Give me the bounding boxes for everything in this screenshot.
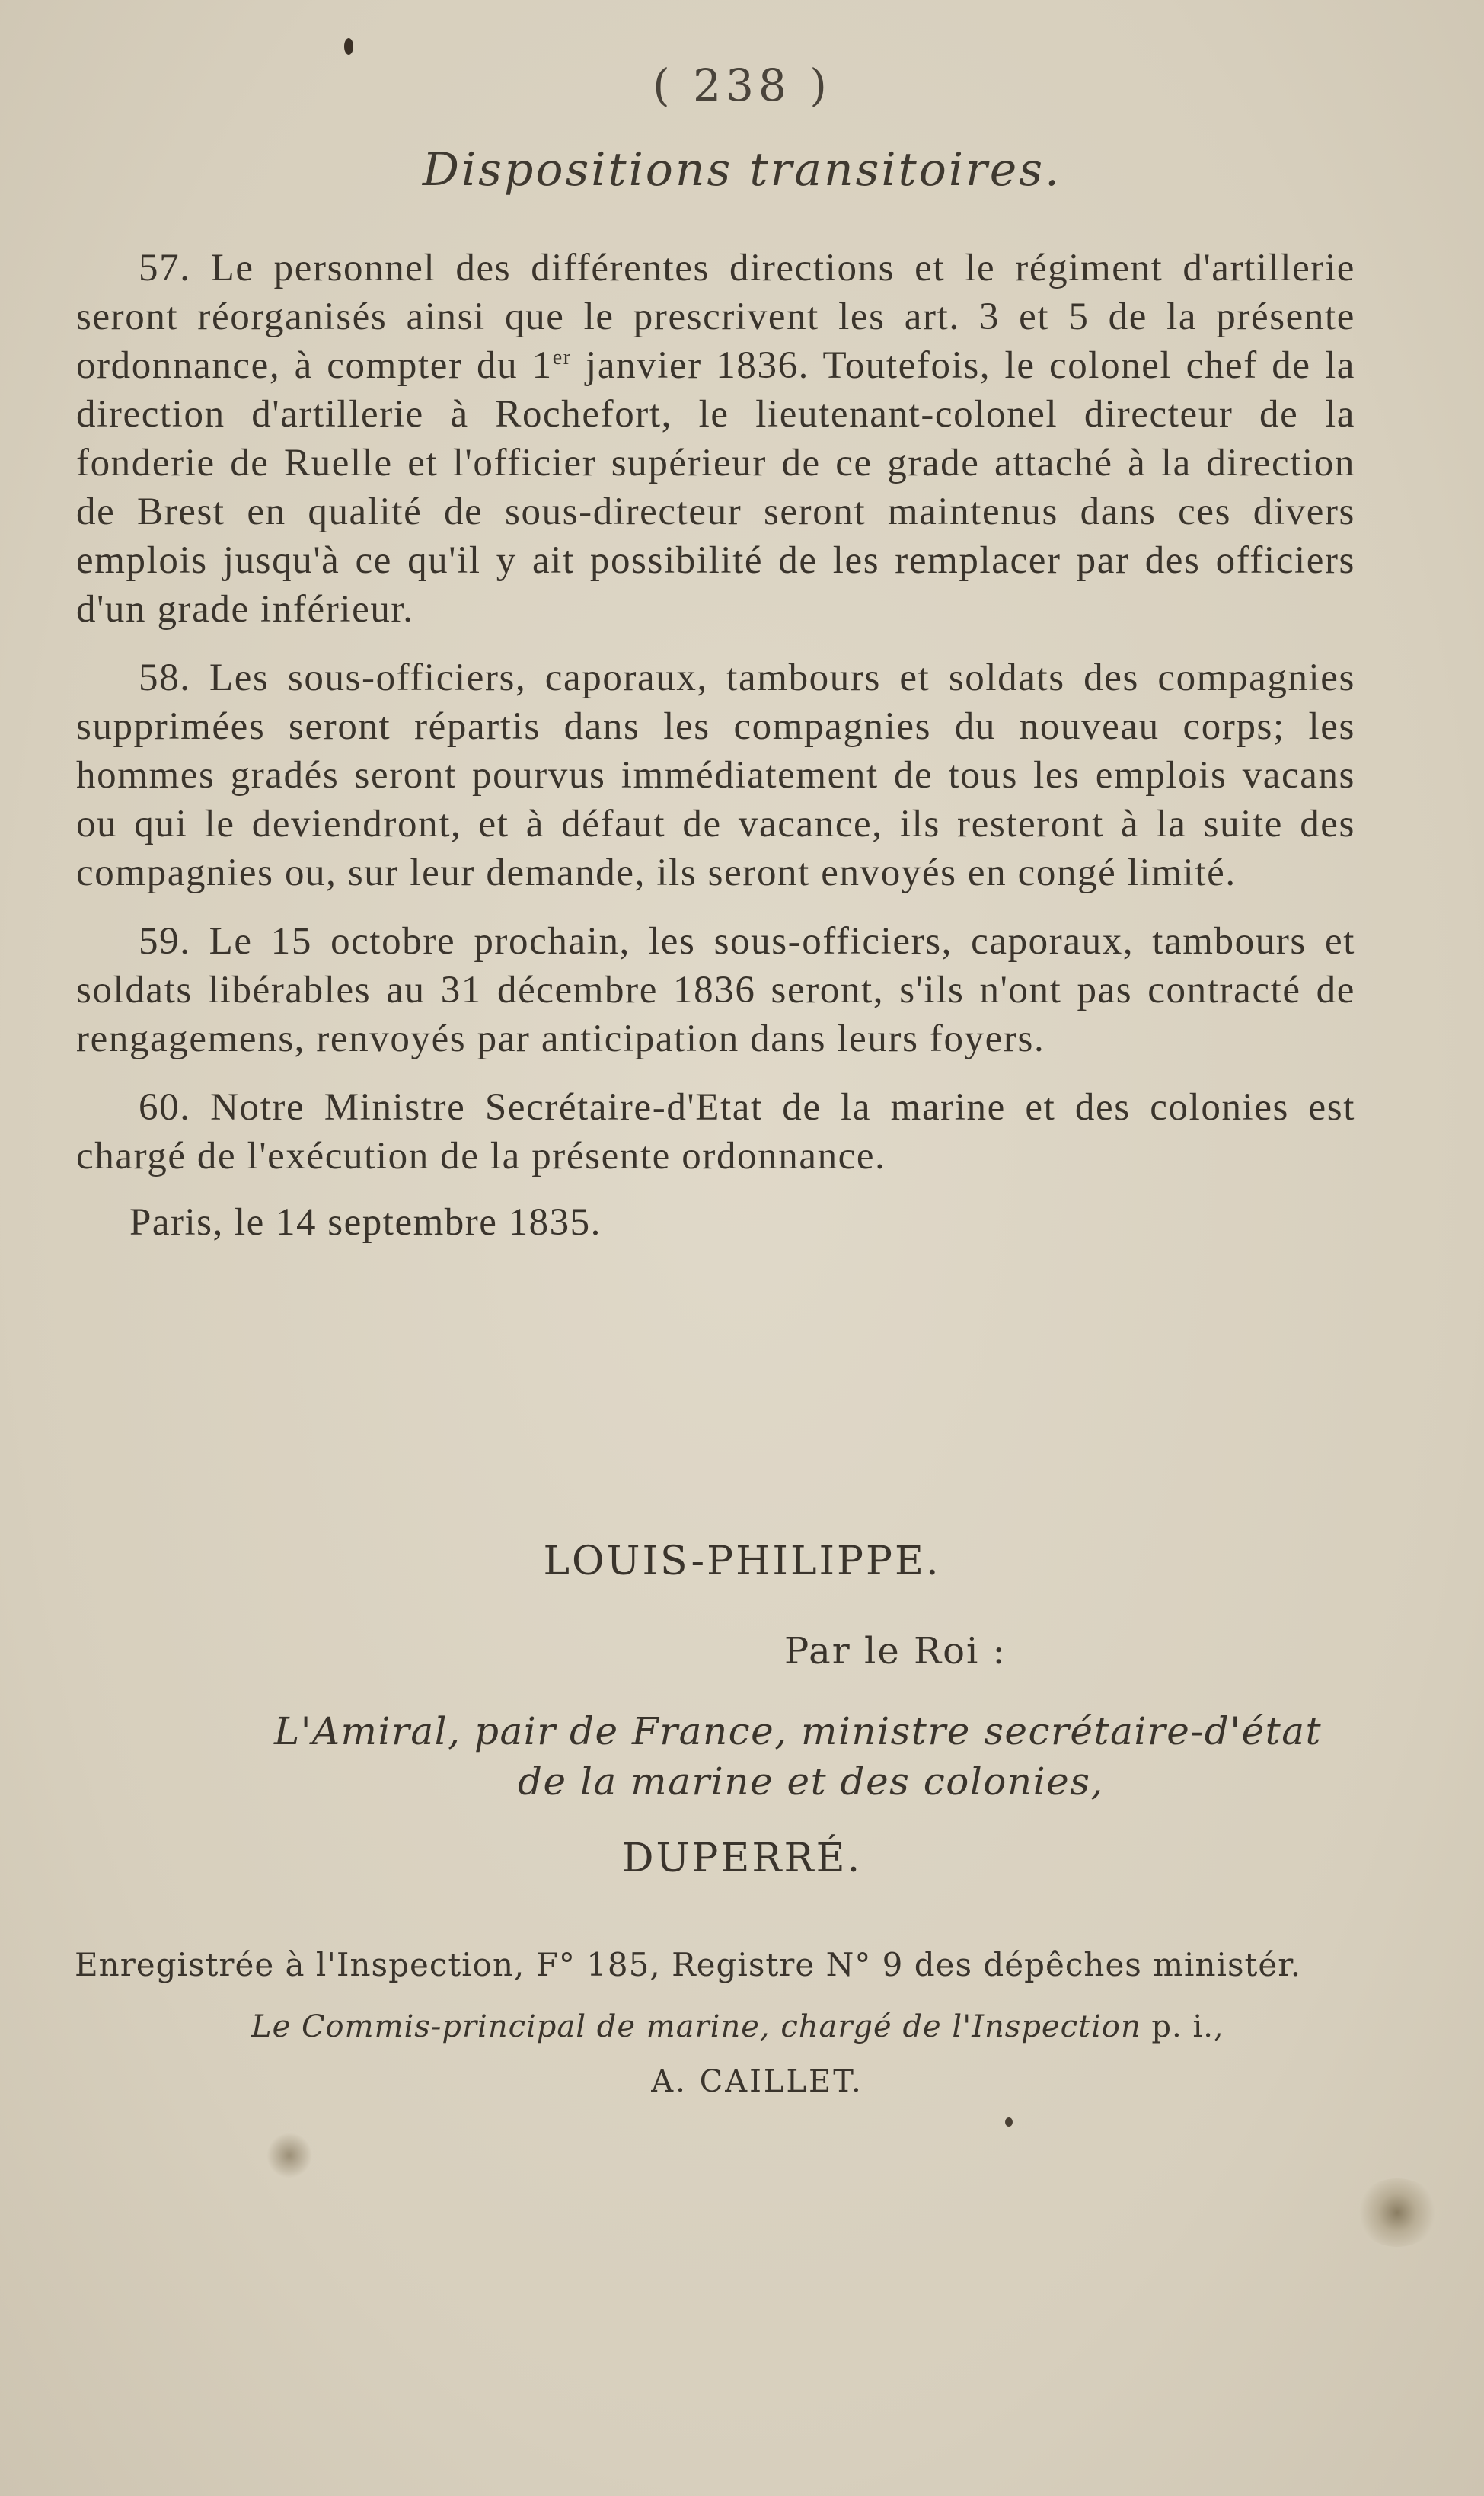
article-59: 59. Le 15 octobre prochain, les sous-officiers, caporaux, tambours et soldats libérables au 31 décembre 1836 seront, s'ils n'ont pas contracté de rengagemens, renvoyés par anticipation dans leurs foyers. (76, 920, 1355, 1060)
article-57-sup: er (552, 346, 572, 369)
stain-spot (1355, 2178, 1439, 2247)
minister-title (274, 1706, 1340, 1807)
article-57 (76, 244, 1355, 634)
commis-suffix: p. i., (1141, 2009, 1224, 2044)
article-60: 60. Notre Ministre Secrétaire-d'Etat de la marine et des colonies est chargé de l'exécution de la présente ordonnance. (76, 1086, 1355, 1178)
ink-spot (1005, 2117, 1013, 2127)
section-title: Dispositions transitoires. (422, 143, 1062, 197)
by-king: Par le Roi : (784, 1630, 1007, 1673)
article-58: 58. Les sous-officiers, caporaux, tambours et soldats des compagnies supprimées seront répartis dans les compagnies du nouveau corps; les hommes gradés seront pourvus immédiatement de tous les emplois vacans ou qui le deviendront, et à défaut de vacance, ils resteront à la suite des compagnies ou, sur leur demande, ils seront envoyés en congé limité. (76, 657, 1355, 894)
king-signature: LOUIS-PHILIPPE. (543, 1539, 941, 1584)
ink-spot (344, 38, 353, 55)
registration-note: Enregistrée à l'Inspection, F° 185, Registre N° 9 des dépêches ministér. (75, 1946, 1302, 1983)
stain-spot (266, 2133, 312, 2178)
articles-body (76, 244, 1355, 1245)
commis-line (251, 2009, 1393, 2044)
article-57-part2: janvier 1836. Toutefois, le colonel chef de la direction d'artillerie à Rochefort, le lieutenant-colonel directeur de la fonderie de Ruelle et l'officier supérieur de ce grade attaché à la direction de Brest en qualité de sous-directeur seront maintenus dans ces divers emplois jusqu'à ce qu'il y ait possibilité de les remplacer par des officiers d'un grade inférieur. (76, 344, 1355, 631)
minister-line-1: L'Amiral, pair de France, ministre secrétaire-d'état (274, 1709, 1323, 1753)
date-line: Paris, le 14 septembre 1835. (129, 1201, 602, 1244)
minister-signature: DUPERRÉ. (621, 1836, 863, 1881)
minister-line-2: de la marine et des colonies, (518, 1759, 1104, 1804)
page-number: ( 238 ) (653, 59, 831, 111)
article-57-part1: 57. Le personnel des différentes directions et le régiment d'artillerie seront réorganisés ainsi que le prescrivent les art. 3 et 5 de la présente ordonnance, à compter du 1 (76, 247, 1355, 387)
commis-signature: A. CAILLET. (651, 2064, 863, 2099)
commis-title: Le Commis-principal de marine, chargé de l'Inspection (251, 2009, 1141, 2044)
